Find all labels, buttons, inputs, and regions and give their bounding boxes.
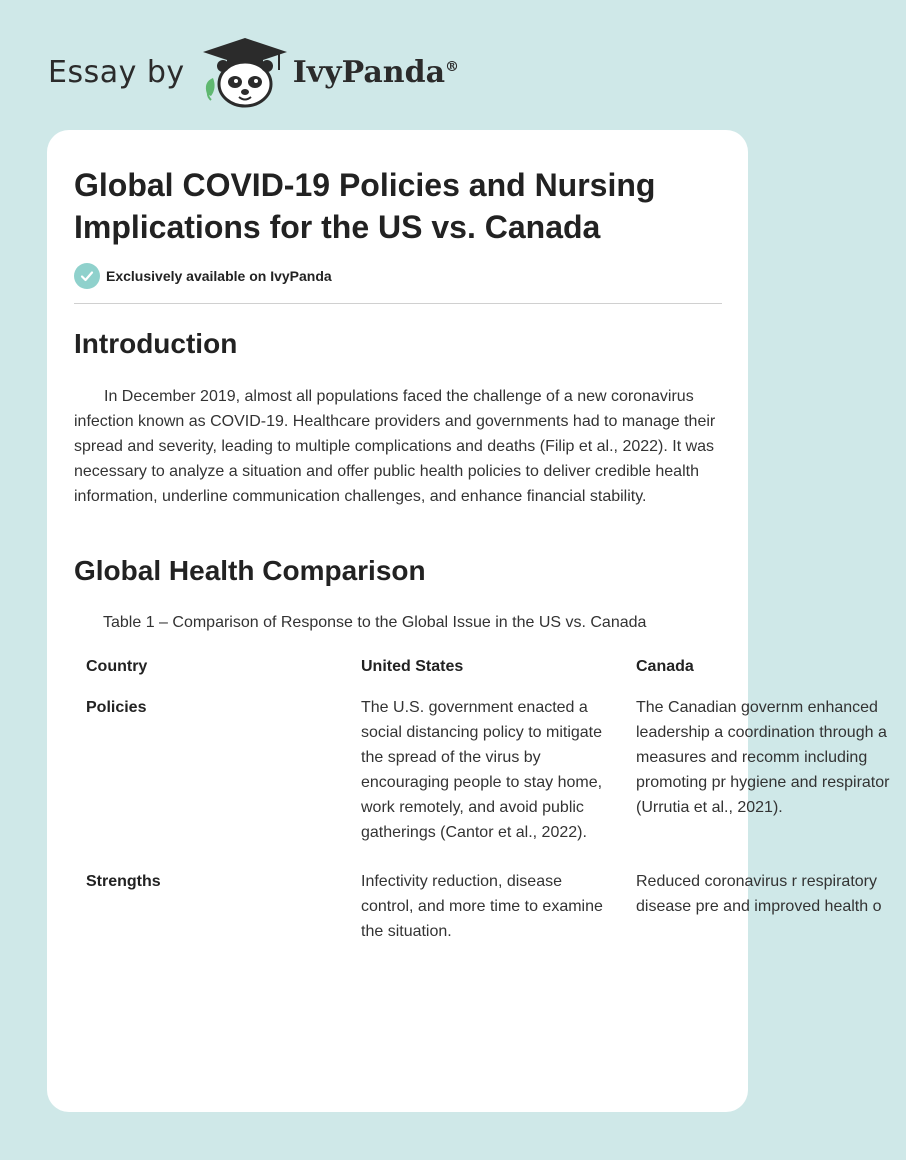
brand-name-text: IvyPanda xyxy=(292,54,446,90)
brand-name xyxy=(293,55,459,90)
comparison-table xyxy=(74,648,890,962)
brand-logo[interactable] xyxy=(48,36,459,108)
table-row xyxy=(74,863,874,962)
article-card xyxy=(47,130,890,1112)
cell-us-strengths-text: Infectivity reduction, disease control, and more time to examine the situation. xyxy=(361,873,603,940)
section-heading-introduction: Introduction xyxy=(74,328,238,359)
title-divider xyxy=(74,303,722,304)
cell-canada-strengths xyxy=(624,863,882,962)
cell-canada-policies xyxy=(624,689,890,863)
article-title: Global COVID-19 Policies and Nursing Implications for the US vs. Canada xyxy=(74,167,656,245)
cell-canada-policies-text: The Canadian governm enhanced leadership a coordination through a measures and recomm including promoting pr hygiene and respirator (Urrutia et al., 2021). xyxy=(636,699,890,816)
exclusive-badge-text: Exclusively available on IvyPanda xyxy=(106,268,332,284)
panda-logo-icon xyxy=(201,36,289,108)
registered-mark: ® xyxy=(445,58,460,75)
exclusive-badge xyxy=(74,263,332,289)
brand-prefix: Essay by xyxy=(48,54,185,90)
cell-us-strengths xyxy=(349,863,624,962)
cell-canada-strengths-text: Reduced coronavirus r respiratory disease pre and improved health o xyxy=(636,873,882,915)
section-heading-global-health-comparison: Global Health Comparison xyxy=(74,555,426,586)
table-header-row xyxy=(74,648,874,689)
check-icon xyxy=(74,263,100,289)
introduction-paragraph: In December 2019, almost all populations faced the challenge of a new coronavirus infection known as COVID-19. Healthcare providers and governments had to manage their spread and severity, leading to multiple complications and deaths (Filip et al., 2022). It was necessary to analyze a situation and offer public health policies to deliver credible health information, underline communication challenges, and enhance financial stability. xyxy=(74,388,716,505)
cell-us-policies-text: The U.S. government enacted a social distancing policy to mitigate the spread of the virus by encouraging people to stay home, work remotely, and avoid public gatherings (Cantor et al., 2022). xyxy=(361,699,603,841)
header-canada: Canada xyxy=(636,658,694,675)
header-country: Country xyxy=(86,658,148,675)
table-row xyxy=(74,689,874,863)
table-caption: Table 1 – Comparison of Response to the Global Issue in the US vs. Canada xyxy=(103,614,647,631)
row-label-policies: Policies xyxy=(86,699,147,716)
cell-us-policies xyxy=(349,689,624,863)
header-united-states: United States xyxy=(361,658,464,675)
row-label-strengths: Strengths xyxy=(86,873,161,890)
